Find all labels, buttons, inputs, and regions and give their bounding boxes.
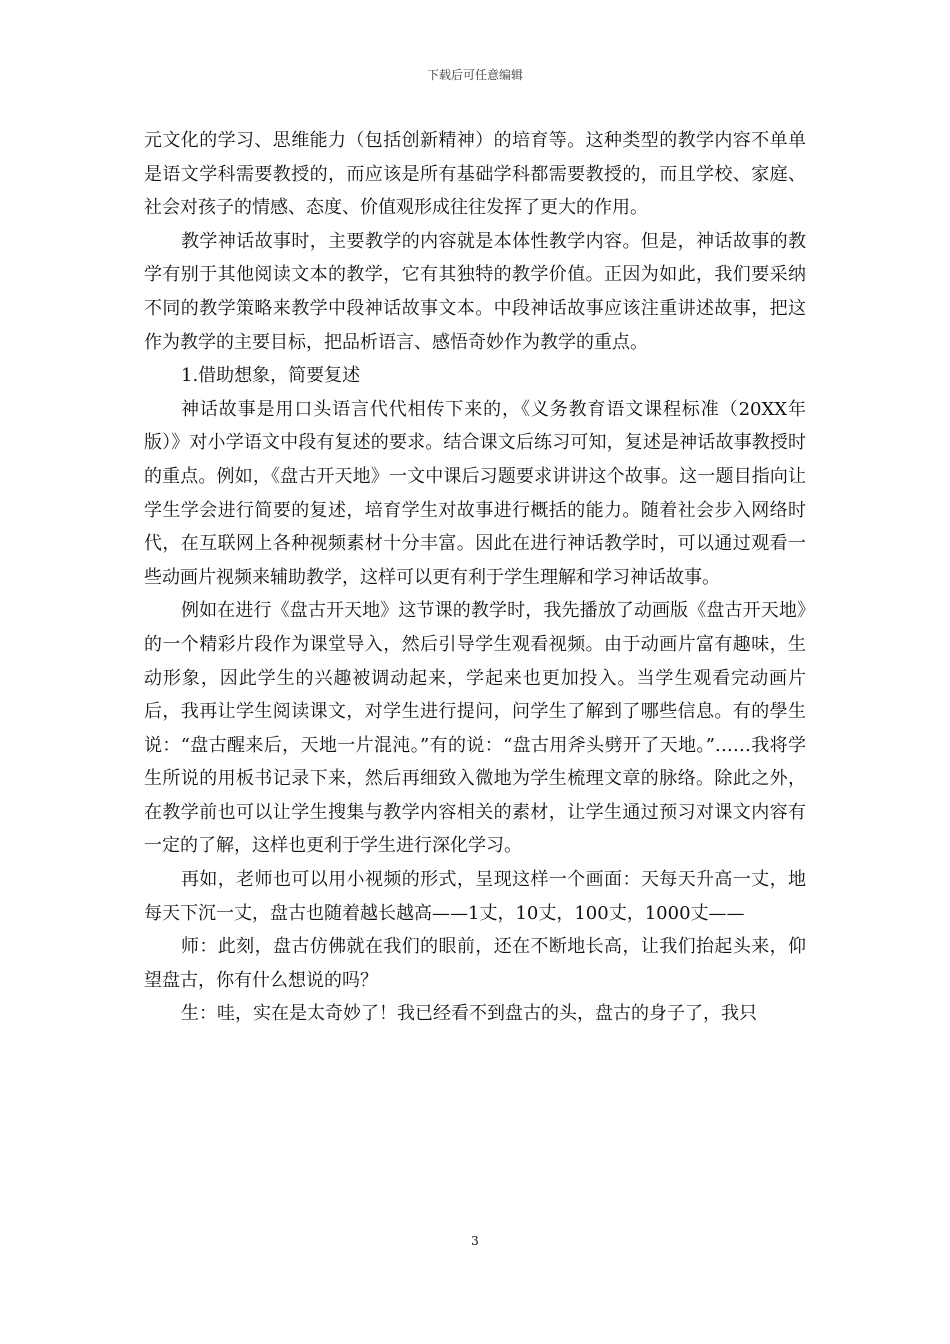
paragraph: 神话故事是用口头语言代代相传下来的，《义务教育语文课程标准（20XX年版）》对小学语文中段有复述的要求。结合课文后练习可知，复述是神话故事教授时的重点。例如，《盘古开天地》一文中课后习题要求讲讲这个故事。这一题目指向让学生学会进行简要的复述，培育学生对故事进行概括的能力。随着社会步入网络时代，在互联网上各种视频素材十分丰富。因此在进行神话教学时，可以通过观看一些动画片视频来辅助教学，这样可以更有利于学生理解和学习神话故事。 (144, 398, 806, 588)
document-body (144, 124, 806, 1031)
paragraph-continuation: 元文化的学习、思维能力（包括创新精神）的培育等。这种类型的教学内容不单单是语文学科需要教授的，而应该是所有基础学科都需要教授的，而且学校、家庭、社会对孩子的情感、态度、价值观形成往往发挥了更大的作用。 (144, 130, 806, 219)
page-number: 3 (471, 1234, 479, 1248)
paragraph: 例如在进行《盘古开天地》这节课的教学时，我先播放了动画版《盘古开天地》的一个精彩片段作为课堂导入，然后引导学生观看视频。由于动画片富有趣味，生动形象，因此学生的兴趣被调动起来，学起来也更加投入。当学生观看完动画片后，我再让学生阅读课文，对学生进行提问，问学生了解到了哪些信息。有的學生说：“盘古醒来后，天地一片混沌。”有的说：“盘古用斧头劈开了天地。”……我将学生所说的用板书记录下来，然后再细致入微地为学生梳理文章的脉络。除此之外，在教学前也可以让学生搜集与教学内容相关的素材，让学生通过预习对课文内容有一定的了解，这样也更利于学生进行深化学习。 (144, 600, 806, 857)
section-heading: 1.借助想象，简要复述 (181, 365, 361, 387)
paragraph: 教学神话故事时，主要教学的内容就是本体性教学内容。但是，神话故事的教学有别于其他阅读文本的教学，它有其独特的教学价值。正因为如此，我们要采纳不同的教学策略来教学中段神话故事文本。中段神话故事应该注重讲述故事，把这作为教学的主要目标，把品析语言、感悟奇妙作为教学的重点。 (144, 230, 806, 353)
dialogue-teacher: 师：此刻，盘古仿佛就在我们的眼前，还在不断地长高，让我们抬起头来，仰望盘古，你有什么想说的吗？ (144, 936, 806, 991)
page-header: 下载后可任意编辑 (426, 68, 523, 82)
dialogue-student: 生：哇，实在是太奇妙了！我已经看不到盘古的头，盘古的身子了，我只 (181, 1003, 757, 1025)
paragraph: 再如，老师也可以用小视频的形式，呈现这样一个画面：天每天升高一丈，地每天下沉一丈，盘古也随着越长越高——1丈，10丈，100丈，1000丈—— (144, 869, 806, 924)
